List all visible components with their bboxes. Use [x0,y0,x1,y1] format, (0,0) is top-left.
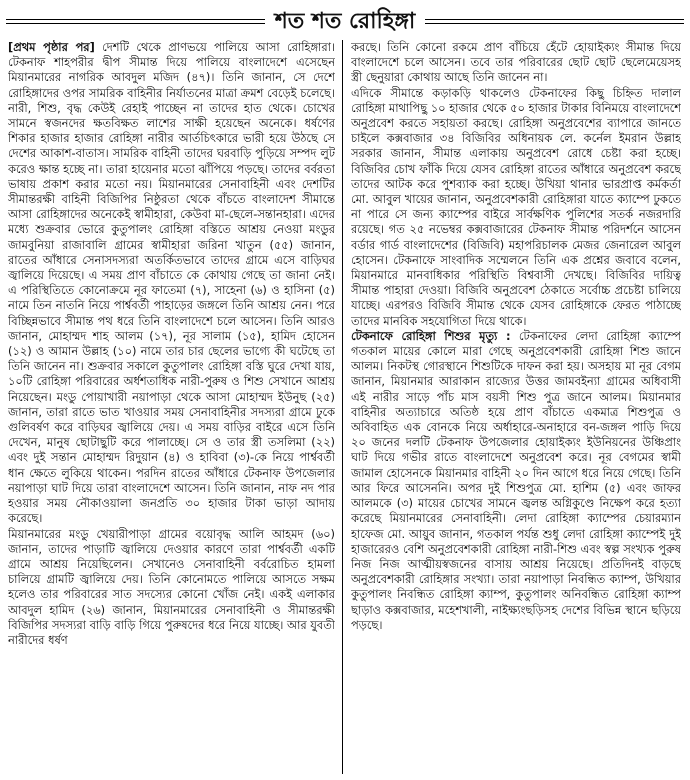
headline: শত শত রোহিঙ্গা [265,4,426,38]
right-column [351,40,681,776]
paragraph-text: দেশটি থেকে প্রাণভয়ে পালিয়ে আসা রোহিঙ্গারা। টেকনাফ শাহপরীর দ্বীপ সীমান্ত দিয়ে পালিয়ে বাংলাদেশে এসেছেন মিয়ানমারের নাগরিক আবদুল মজিদ (৪৭)। তিনি জানান, সে দেশে রোহিঙ্গাদের ওপর সামরিক বাহিনীর নির্যাতনের মাত্রা ক্রমশ বেড়েই চলেছে। নারী, শিশু, বৃদ্ধ কেউই রেহাই পাচ্ছেন না তাদের হাত থেকে। চোখের সামনে স্বজনদের ক্ষতবিক্ষত লাশের সাক্ষী হয়েছেন অনেকে। ধর্ষণের শিকার হাজার হাজার রোহিঙ্গা নারীর আর্তচিৎকারে ভারী হয়ে উঠছে সে দেশের আকাশ-বাতাস। সামরিক বাহিনী তাদের ঘরবাড়ি পুড়িয়ে সম্পদ লুট করেও ক্ষান্ত হচ্ছে না। তারা হায়েনার মতো ঝাঁপিয়ে পড়ছে। তাদের বর্বরতা ভাষায় প্রকাশ করার মতো নয়। মিয়ানমারের সেনাবাহিনী এবং দেশটির সীমান্তরক্ষী বাহিনী বিজিপির নিষ্ঠুরতা থেকে বাঁচতে বাংলাদেশ সীমান্তে আসা রোহিঙ্গাদের অনেকেই স্বামীহারা, কেউবা মা-ছেলে-সন্তানহারা। এদের মধ্যে শুক্রবার ভোরে কুতুপালং রোহিঙ্গা বস্তিতে আশ্রয় নেওয়া মংডুর জামবুনিয়া রাজাবালি গ্রামের স্বামীহারা জরিনা খাতুন (৫৫) জানান, রাতের আঁধারে সেনাসদস্যরা অতর্কিতভাবে তাদের গ্রামে এসে বাড়িঘর জ্বালিয়ে দিয়েছে। এ সময় প্রাণ বাঁচাতে কে কোথায় গেছে তা জানা নেই। এ পরিস্থিতিতে কোনোক্রমে নূর ফাতেমা (৭), সাহেনা (৬) ও হাসিনা (৫) নামে তিন নাতনি নিয়ে পার্শ্ববর্তী পাহাড়ের জঙ্গলে তিনি আশ্রয় নেন। পরে বিচ্ছিন্নভাবে সীমান্ত পথ ধরে তিনি বাংলাদেশে চলে আসেন। তিনি আরও জানান, মোহাম্মদ শাহ আলম (১৭), নূর সালাম (১৫), হামিদ হোসেন (১২) ও আমান উল্লাহ (১০) নামে তার চার ছেলের ভাগ্যে কী ঘটেছে তা তিনি জানেন না। শুক্রবার সকালে কুতুপালং রোহিঙ্গা বস্তি ঘুরে দেখা যায়, ১০টি রোহিঙ্গা পরিবারের অর্ধশতাধিক নারী-পুরুষ ও শিশু সেখানে আশ্রয় নিয়েছেন। মংডু পোয়াখারী নয়াপাড়া থেকে আসা মোহাম্মদ ইউনুছ (২৫) জানান, তারা রাতে ভাত খাওয়ার সময় সেনাবাহিনীর সদস্যরা গ্রামে ঢুকে গুলিবর্ষণ করে বাড়িঘর জ্বালিয়ে দেয়। এ সময় বাড়ির বাইরে এসে তিনি দেখেন, মানুষ ছোটাছুটি করে পালাচ্ছে। সে ও তার স্ত্রী তসলিমা (২২) এবং দুই সন্তান মোহাম্মদ রিদুয়ান (৪) ও হাবিবা (৩)-কে নিয়ে পার্শ্ববর্তী ধান ক্ষেতে লুকিয়ে থাকেন। পরদিন রাতের আঁধারে টেকনাফ উপজেলার নয়াপাড়া ঘাট দিয়ে তারা বাংলাদেশে আসেন। তিনি জানান, নাফ নদ পার হওয়ার সময় নৌকাওয়ালা জনপ্রতি ৩০ হাজার টাকা ভাড়া আদায় করেছে। [8,40,335,526]
paragraph-text: গতকাল মায়ের কোলে মারা গেছে অনুপ্রবেশকারী রোহিঙ্গা শিশু জানে আলম। নিকটস্থ গোরস্থানে শিশুটিকে দাফন করা হয়। অসহায় মা নূর বেগম জানান, মিয়ানমার আরাকান রাজ্যের উত্তর জামবইন্যা গ্রামের অধিবাসী এই নারীর সাড়ে পাঁচ মাস বয়সী শিশু পুত্র জানে আলম। মিয়ানমার বাহিনীর অত্যাচারে অতিষ্ঠ হয়ে প্রাণ বাঁচাতে একমাত্র শিশুপুত্র ও অবিবাহিত এক বোনকে নিয়ে অর্ধাহারে-অনাহারে বন-জঙ্গল পাড়ি দিয়ে ২০ জনের দলটি টেকনাফ উপজেলার হোয়াইক্যং ইউনিয়নের উঞ্চিপ্রাং ঘাট দিয়ে গভীর রাতে বাংলাদেশে অনুপ্রবেশ করে। নূর বেগমের স্বামী জামাল হোসেনকে মিয়ানমার বাহিনী ২০ দিন আগে ধরে নিয়ে গেছে। তিনি আর ফিরে আসেননি। অপর দুই শিশুপুত্র মো. হাশিম (৫) এবং জাফর আলমকে (৩) মায়ের চোখের সামনে জ্বলন্ত অগ্নিকুণ্ডে নিক্ষেপ করে হত্যা করেছে মিয়ানমারের সেনাবাহিনী। লেদা রোহিঙ্গা ক্যাম্পের চেয়ারম্যান হাফেজ মো. আয়ুব জানান, গতকাল পর্যন্ত শুধু লেদা রোহিঙ্গা ক্যাম্পেই দুই হাজারেরও বেশি অনুপ্রবেশকারী রোহিঙ্গা নারী-শিশু এবং স্বল্প সংখ্যক পুরুষ নিজ নিজ আত্মীয়স্বজনের বাসায় আশ্রয় নিয়েছে। প্রতিদিনই বাড়ছে অনুপ্রবেশকারী রোহিঙ্গার সংখ্যা। তারা নয়াপাড়া নিবন্ধিত ক্যাম্প, উখিয়ার কুতুপালং নিবন্ধিত রোহিঙ্গা ক্যাম্প, কুতুপালং অনিবন্ধিত রোহিঙ্গা ক্যাম্প ছাড়াও কক্সবাজার, মহেশখালী, নাইক্ষ্যংছড়িসহ দেশের বিভিন্ন স্থানে ছড়িয়ে পড়ছে। [351,344,681,632]
column-divider [342,40,343,774]
continued-from-front-label: [প্রথম পৃষ্ঠার পর] [8,40,95,54]
article-paragraph: করছে। তিনি কোনো রকমে প্রাণ বাঁচিয়ে হেঁটে হোয়াইক্যং সীমান্ত দিয়ে বাংলাদেশে চলে আসেন। তবে তার পরিবারের ছোট ছোট ছেলেমেয়েসহ স্ত্রী ছেনুয়ারা কোথায় আছে তিনি জানেন না। [351,40,681,85]
article-paragraph [8,40,335,527]
headline-banner [6,4,684,38]
subhead: টেকনাফে রোহিঙ্গা শিশুর মৃত্যু : [351,328,511,343]
left-column [8,40,335,776]
article-paragraph [351,329,681,633]
article-paragraph: মিয়ানমারের মংডু খেয়ারীপাড়া গ্রামের বয়োবৃদ্ধ আলি আহমদ (৬০) জানান, তাদের পাড়াটি জ্বালিয়ে দেওয়ার কারণে তারা পার্শ্ববর্তী একটি গ্রামে আশ্রয় নিয়েছিলেন। সেখানেও সেনাবাহিনী বর্বরোচিত হামলা চালিয়ে গ্রামটি জ্বালিয়ে দেয়। তিনি কোনোমতে পালিয়ে আসতে সক্ষম হলেও তার পরিবারের সাত সদস্যের কোনো খোঁজ নেই। একই এলাকার আবদুল হামিদ (২৬) জানান, মিয়ানমারের সেনাবাহিনী ও সীমান্তরক্ষী বিজিপির সদস্যরা বাড়ি বাড়ি গিয়ে পুরুষদের ধরে নিয়ে যাচ্ছে। আর যুবতী নারীদের ধর্ষণ [8,526,335,647]
subhead-lead: টেকনাফের লেদা রোহিঙ্গা ক্যাম্পে [518,328,681,343]
article-paragraph: এদিকে সীমান্তে কড়াকড়ি থাকলেও টেকনাফের কিছু চিহ্নিত দালাল রোহিঙ্গা মাথাপিছু ১০ হাজার থেকে ৫০ হাজার টাকার বিনিময়ে বাংলাদেশে অনুপ্রবেশ করতে সহায়তা করছে। রোহিঙ্গা অনুপ্রবেশের ব্যাপারে জানতে চাইলে কক্সবাজার ৩৪ বিজিবির অধিনায়ক লে. কর্নেল ইমরান উল্লাহ সরকার জানান, সীমান্ত এলাকায় অনুপ্রবেশ রোধে চেষ্টা করা হচ্ছে। বিজিবির চোখ ফাঁকি দিয়ে যেসব রোহিঙ্গা রাতের আঁধারে অনুপ্রবেশ করছে তাদের আটক করে পুশব্যাক করা হচ্ছে। উখিয়া থানার ভারপ্রাপ্ত কর্মকর্তা মো. আবুল খায়ের জানান, অনুপ্রবেশকারী রোহিঙ্গারা যাতে ক্যাম্পে ঢুকতে না পারে সে জন্য ক্যাম্পের বাইরে সার্বক্ষণিক পুলিশের সতর্ক নজরদারি রয়েছে। গত ২৫ নভেম্বর কক্সবাজারের টেকনাফ সীমান্ত পরিদর্শনে আসেন বর্ডার গার্ড বাংলাদেশের (বিজিবি) মহাপরিচালক মেজর জেনারেল আবুল হোসেন। টেকনাফে সাংবাদিক সম্মেলনে তিনি এক প্রশ্নের জবাবে বলেন, মিয়ানমারে মানবাধিকার পরিস্থিতি বিশ্ববাসী দেখছে। বিজিবির দায়িত্ব সীমান্ত পাহারা দেওয়া। বিজিবি অনুপ্রবেশ ঠেকাতে সর্বোচ্চ প্রচেষ্টা চালিয়ে যাচ্ছে। এরপরও বিজিবি সীমান্ত থেকে যেসব রোহিঙ্গাকে ফেরত পাঠাচ্ছে তাদের মানবিক সহযোগিতা দিয়ে থাকে। [351,85,681,328]
